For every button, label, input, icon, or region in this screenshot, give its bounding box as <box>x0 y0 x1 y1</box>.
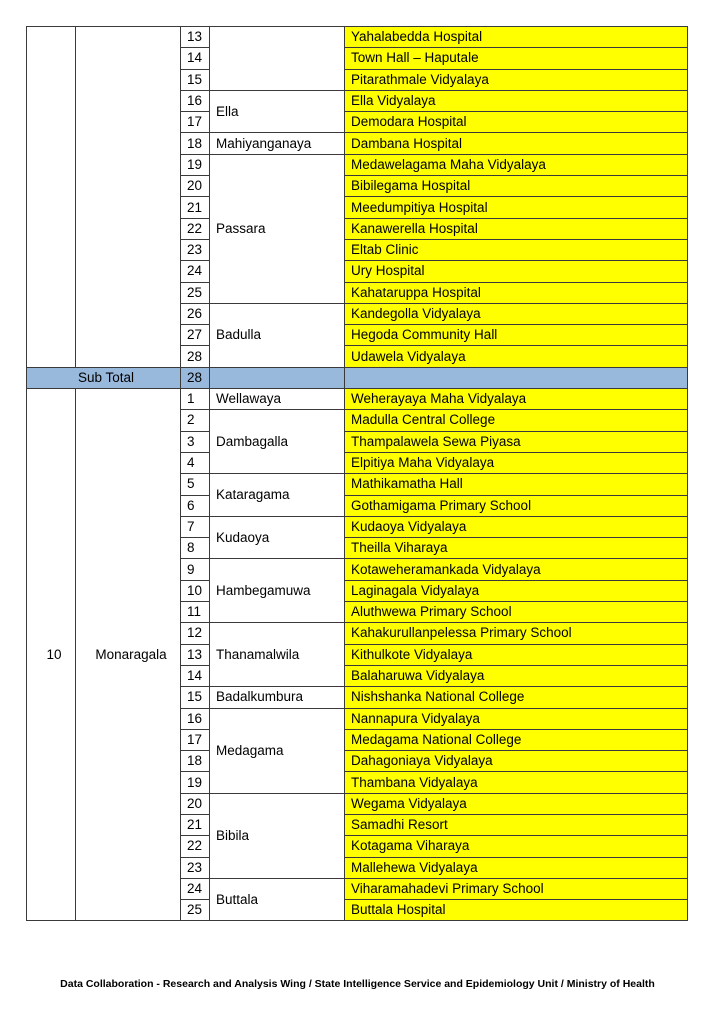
moh-area-cell: Kudaoya <box>210 516 345 559</box>
centre-name: Madulla Central College <box>345 410 688 431</box>
row-number: 20 <box>181 793 210 814</box>
moh-area-cell <box>210 27 345 91</box>
moh-area-cell: Dambagalla <box>210 410 345 474</box>
row-number: 25 <box>181 900 210 921</box>
centre-name: Hegoda Community Hall <box>345 325 688 346</box>
table-row <box>27 389 688 410</box>
centre-name: Eltab Clinic <box>345 239 688 260</box>
row-number: 14 <box>181 665 210 686</box>
moh-area-cell: Ella <box>210 90 345 133</box>
subtotal-label: Sub Total <box>27 367 181 388</box>
row-number: 2 <box>181 410 210 431</box>
centre-name: Kanawerella Hospital <box>345 218 688 239</box>
moh-area-cell: Thanamalwila <box>210 623 345 687</box>
moh-area-cell: Badulla <box>210 303 345 367</box>
moh-area-cell: Wellawaya <box>210 389 345 410</box>
vaccination-centres-table <box>26 26 688 921</box>
row-number: 24 <box>181 878 210 899</box>
centre-name: Dambana Hospital <box>345 133 688 154</box>
centre-name: Yahalabedda Hospital <box>345 27 688 48</box>
row-number: 25 <box>181 282 210 303</box>
subtotal-row <box>27 367 688 388</box>
centre-name: Demodara Hospital <box>345 112 688 133</box>
centre-name: Nishshanka National College <box>345 687 688 708</box>
centre-name: Bibilegama Hospital <box>345 176 688 197</box>
serial-cell: 10 <box>27 389 76 921</box>
subtotal-value: 28 <box>181 367 210 388</box>
centre-name: Balaharuwa Vidyalaya <box>345 665 688 686</box>
row-number: 15 <box>181 687 210 708</box>
centre-name: Ury Hospital <box>345 261 688 282</box>
row-number: 5 <box>181 474 210 495</box>
subtotal-empty-cell <box>345 367 688 388</box>
row-number: 21 <box>181 814 210 835</box>
row-number: 19 <box>181 154 210 175</box>
moh-area-cell: Hambegamuwa <box>210 559 345 623</box>
centre-name: Wegama Vidyalaya <box>345 793 688 814</box>
row-number: 16 <box>181 90 210 111</box>
moh-area-cell: Buttala <box>210 878 345 921</box>
row-number: 16 <box>181 708 210 729</box>
centre-name: Buttala Hospital <box>345 900 688 921</box>
row-number: 6 <box>181 495 210 516</box>
moh-area-cell: Mahiyanganaya <box>210 133 345 154</box>
page-footer: Data Collaboration - Research and Analysis Wing / State Intelligence Service and Epidemiology Unit / Ministry of Health <box>60 978 655 990</box>
row-number: 22 <box>181 218 210 239</box>
centre-name: Kahataruppa Hospital <box>345 282 688 303</box>
row-number: 15 <box>181 69 210 90</box>
row-number: 8 <box>181 538 210 559</box>
row-number: 19 <box>181 772 210 793</box>
centre-name: Ella Vidyalaya <box>345 90 688 111</box>
centre-name: Medawelagama Maha Vidyalaya <box>345 154 688 175</box>
centre-name: Kahakurullanpelessa Primary School <box>345 623 688 644</box>
centre-name: Kandegolla Vidyalaya <box>345 303 688 324</box>
row-number: 9 <box>181 559 210 580</box>
centre-name: Elpitiya Maha Vidyalaya <box>345 452 688 473</box>
centre-name: Dahagoniaya Vidyalaya <box>345 751 688 772</box>
row-number: 13 <box>181 27 210 48</box>
row-number: 10 <box>181 580 210 601</box>
centre-name: Kotagama Viharaya <box>345 836 688 857</box>
moh-area-cell: Passara <box>210 154 345 303</box>
row-number: 18 <box>181 133 210 154</box>
centre-name: Thampalawela Sewa Piyasa <box>345 431 688 452</box>
moh-area-cell: Badalkumbura <box>210 687 345 708</box>
row-number: 12 <box>181 623 210 644</box>
row-number: 22 <box>181 836 210 857</box>
centre-name: Weherayaya Maha Vidyalaya <box>345 389 688 410</box>
row-number: 13 <box>181 644 210 665</box>
row-number: 17 <box>181 729 210 750</box>
centre-name: Town Hall – Haputale <box>345 48 688 69</box>
row-number: 4 <box>181 452 210 473</box>
row-number: 1 <box>181 389 210 410</box>
table-row <box>27 27 688 48</box>
centre-name: Gothamigama Primary School <box>345 495 688 516</box>
centre-name: Mathikamatha Hall <box>345 474 688 495</box>
serial-cell <box>27 27 76 368</box>
moh-area-cell: Kataragama <box>210 474 345 517</box>
row-number: 21 <box>181 197 210 218</box>
centre-name: Medagama National College <box>345 729 688 750</box>
centre-name: Kudaoya Vidyalaya <box>345 516 688 537</box>
centre-name: Laginagala Vidyalaya <box>345 580 688 601</box>
centre-name: Udawela Vidyalaya <box>345 346 688 367</box>
row-number: 26 <box>181 303 210 324</box>
centre-name: Thambana Vidyalaya <box>345 772 688 793</box>
centre-name: Kotaweheramankada Vidyalaya <box>345 559 688 580</box>
centre-name: Pitarathmale Vidyalaya <box>345 69 688 90</box>
row-number: 28 <box>181 346 210 367</box>
moh-area-cell: Medagama <box>210 708 345 793</box>
centre-name: Aluthwewa Primary School <box>345 602 688 623</box>
row-number: 3 <box>181 431 210 452</box>
row-number: 23 <box>181 239 210 260</box>
centre-name: Viharamahadevi Primary School <box>345 878 688 899</box>
row-number: 27 <box>181 325 210 346</box>
row-number: 23 <box>181 857 210 878</box>
row-number: 24 <box>181 261 210 282</box>
centre-name: Kithulkote Vidyalaya <box>345 644 688 665</box>
row-number: 11 <box>181 602 210 623</box>
moh-area-cell: Bibila <box>210 793 345 878</box>
district-cell <box>76 27 181 368</box>
centre-name: Nannapura Vidyalaya <box>345 708 688 729</box>
centre-name: Theilla Viharaya <box>345 538 688 559</box>
subtotal-empty-cell <box>210 367 345 388</box>
row-number: 18 <box>181 751 210 772</box>
row-number: 17 <box>181 112 210 133</box>
row-number: 7 <box>181 516 210 537</box>
row-number: 14 <box>181 48 210 69</box>
row-number: 20 <box>181 176 210 197</box>
centre-name: Meedumpitiya Hospital <box>345 197 688 218</box>
district-cell: Monaragala <box>76 389 181 921</box>
centre-name: Mallehewa Vidyalaya <box>345 857 688 878</box>
centre-name: Samadhi Resort <box>345 814 688 835</box>
